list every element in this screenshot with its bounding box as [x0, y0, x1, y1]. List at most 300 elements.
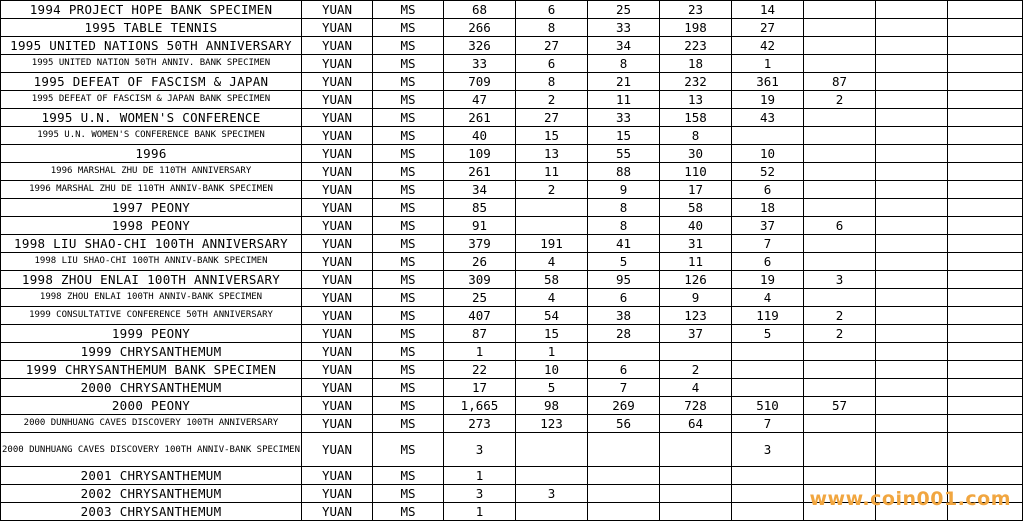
- cell-count[interactable]: 4: [660, 379, 732, 397]
- cell-count[interactable]: [876, 19, 948, 37]
- cell-count[interactable]: [948, 325, 1023, 343]
- cell-count[interactable]: [948, 415, 1023, 433]
- cell-count[interactable]: 64: [660, 415, 732, 433]
- cell-grade[interactable]: MS: [373, 289, 444, 307]
- cell-count[interactable]: 510: [732, 397, 804, 415]
- cell-count[interactable]: 37: [660, 325, 732, 343]
- cell-count[interactable]: 42: [732, 37, 804, 55]
- cell-grade[interactable]: MS: [373, 415, 444, 433]
- cell-currency[interactable]: YUAN: [302, 55, 373, 73]
- cell-count[interactable]: 361: [732, 73, 804, 91]
- cell-count[interactable]: 3: [444, 433, 516, 467]
- cell-count[interactable]: 5: [588, 253, 660, 271]
- cell-count[interactable]: [876, 361, 948, 379]
- cell-count[interactable]: 58: [516, 271, 588, 289]
- cell-count[interactable]: 54: [516, 307, 588, 325]
- cell-grade[interactable]: MS: [373, 361, 444, 379]
- cell-coin-name[interactable]: 2002 CHRYSANTHEMUM: [1, 485, 302, 503]
- cell-count[interactable]: [948, 397, 1023, 415]
- cell-count[interactable]: [732, 379, 804, 397]
- cell-count[interactable]: [804, 37, 876, 55]
- cell-count[interactable]: [948, 289, 1023, 307]
- cell-count[interactable]: 13: [660, 91, 732, 109]
- cell-count[interactable]: [876, 109, 948, 127]
- cell-count[interactable]: 19: [732, 271, 804, 289]
- cell-count[interactable]: 1: [516, 343, 588, 361]
- cell-count[interactable]: [516, 199, 588, 217]
- cell-count[interactable]: [804, 163, 876, 181]
- cell-currency[interactable]: YUAN: [302, 109, 373, 127]
- cell-grade[interactable]: MS: [373, 503, 444, 521]
- cell-currency[interactable]: YUAN: [302, 37, 373, 55]
- cell-count[interactable]: 6: [804, 217, 876, 235]
- cell-count[interactable]: [948, 217, 1023, 235]
- cell-coin-name[interactable]: 1996: [1, 145, 302, 163]
- cell-count[interactable]: [588, 467, 660, 485]
- cell-count[interactable]: [804, 181, 876, 199]
- cell-count[interactable]: 123: [660, 307, 732, 325]
- cell-count[interactable]: 158: [660, 109, 732, 127]
- cell-count[interactable]: [948, 19, 1023, 37]
- cell-coin-name[interactable]: 2003 CHRYSANTHEMUM: [1, 503, 302, 521]
- cell-count[interactable]: 15: [516, 127, 588, 145]
- cell-count[interactable]: 6: [588, 289, 660, 307]
- cell-count[interactable]: [732, 467, 804, 485]
- cell-count[interactable]: 47: [444, 91, 516, 109]
- cell-count[interactable]: [804, 253, 876, 271]
- cell-count[interactable]: 3: [516, 485, 588, 503]
- cell-count[interactable]: 43: [732, 109, 804, 127]
- cell-count[interactable]: 8: [660, 127, 732, 145]
- cell-count[interactable]: 5: [732, 325, 804, 343]
- cell-grade[interactable]: MS: [373, 127, 444, 145]
- cell-coin-name[interactable]: 1999 CONSULTATIVE CONFERENCE 50TH ANNIVERSARY: [1, 307, 302, 325]
- cell-count[interactable]: 85: [444, 199, 516, 217]
- cell-count[interactable]: [948, 271, 1023, 289]
- cell-count[interactable]: 10: [732, 145, 804, 163]
- cell-count[interactable]: [948, 127, 1023, 145]
- cell-grade[interactable]: MS: [373, 109, 444, 127]
- cell-count[interactable]: 8: [516, 19, 588, 37]
- cell-count[interactable]: 22: [444, 361, 516, 379]
- cell-count[interactable]: [876, 467, 948, 485]
- cell-count[interactable]: 11: [660, 253, 732, 271]
- cell-count[interactable]: 709: [444, 73, 516, 91]
- cell-count[interactable]: 8: [588, 217, 660, 235]
- cell-count[interactable]: 11: [516, 163, 588, 181]
- cell-count[interactable]: [948, 343, 1023, 361]
- cell-count[interactable]: 19: [732, 91, 804, 109]
- cell-count[interactable]: [876, 343, 948, 361]
- cell-coin-name[interactable]: 1995 DEFEAT OF FASCISM & JAPAN: [1, 73, 302, 91]
- cell-count[interactable]: 31: [660, 235, 732, 253]
- cell-count[interactable]: [804, 55, 876, 73]
- cell-count[interactable]: 18: [660, 55, 732, 73]
- cell-coin-name[interactable]: 1997 PEONY: [1, 199, 302, 217]
- cell-count[interactable]: 21: [588, 73, 660, 91]
- cell-coin-name[interactable]: 2000 PEONY: [1, 397, 302, 415]
- cell-count[interactable]: 7: [732, 235, 804, 253]
- cell-currency[interactable]: YUAN: [302, 235, 373, 253]
- cell-count[interactable]: 33: [444, 55, 516, 73]
- cell-count[interactable]: 95: [588, 271, 660, 289]
- cell-count[interactable]: [948, 379, 1023, 397]
- cell-count[interactable]: [516, 467, 588, 485]
- cell-count[interactable]: [876, 307, 948, 325]
- cell-count[interactable]: 26: [444, 253, 516, 271]
- cell-count[interactable]: [948, 467, 1023, 485]
- cell-count[interactable]: 191: [516, 235, 588, 253]
- cell-count[interactable]: 13: [516, 145, 588, 163]
- cell-count[interactable]: 14: [732, 1, 804, 19]
- cell-grade[interactable]: MS: [373, 181, 444, 199]
- cell-grade[interactable]: MS: [373, 307, 444, 325]
- cell-count[interactable]: 40: [660, 217, 732, 235]
- cell-count[interactable]: 1: [444, 467, 516, 485]
- cell-count[interactable]: 126: [660, 271, 732, 289]
- cell-currency[interactable]: YUAN: [302, 503, 373, 521]
- cell-count[interactable]: [516, 503, 588, 521]
- cell-count[interactable]: 3: [804, 271, 876, 289]
- cell-count[interactable]: 4: [516, 253, 588, 271]
- cell-grade[interactable]: MS: [373, 145, 444, 163]
- cell-count[interactable]: 10: [516, 361, 588, 379]
- cell-currency[interactable]: YUAN: [302, 91, 373, 109]
- cell-currency[interactable]: YUAN: [302, 199, 373, 217]
- cell-count[interactable]: [876, 325, 948, 343]
- cell-count[interactable]: 9: [588, 181, 660, 199]
- cell-count[interactable]: 407: [444, 307, 516, 325]
- cell-count[interactable]: 3: [732, 433, 804, 467]
- cell-count[interactable]: 25: [444, 289, 516, 307]
- cell-count[interactable]: 1: [444, 503, 516, 521]
- cell-currency[interactable]: YUAN: [302, 379, 373, 397]
- cell-count[interactable]: 7: [732, 415, 804, 433]
- cell-count[interactable]: 7: [588, 379, 660, 397]
- cell-count[interactable]: [876, 289, 948, 307]
- cell-grade[interactable]: MS: [373, 55, 444, 73]
- cell-count[interactable]: 15: [588, 127, 660, 145]
- cell-coin-name[interactable]: 1998 ZHOU ENLAI 100TH ANNIV-BANK SPECIMEN: [1, 289, 302, 307]
- cell-count[interactable]: [948, 163, 1023, 181]
- cell-grade[interactable]: MS: [373, 235, 444, 253]
- cell-count[interactable]: [804, 145, 876, 163]
- cell-grade[interactable]: MS: [373, 1, 444, 19]
- cell-count[interactable]: 123: [516, 415, 588, 433]
- cell-count[interactable]: 91: [444, 217, 516, 235]
- cell-count[interactable]: 40: [444, 127, 516, 145]
- cell-count[interactable]: 27: [732, 19, 804, 37]
- cell-coin-name[interactable]: 1996 MARSHAL ZHU DE 110TH ANNIV-BANK SPECIMEN: [1, 181, 302, 199]
- cell-count[interactable]: [876, 55, 948, 73]
- cell-coin-name[interactable]: 1999 PEONY: [1, 325, 302, 343]
- cell-count[interactable]: 37: [732, 217, 804, 235]
- cell-count[interactable]: 56: [588, 415, 660, 433]
- cell-currency[interactable]: YUAN: [302, 181, 373, 199]
- cell-count[interactable]: [876, 253, 948, 271]
- cell-grade[interactable]: MS: [373, 163, 444, 181]
- cell-count[interactable]: [948, 235, 1023, 253]
- cell-coin-name[interactable]: 1995 U.N. WOMEN'S CONFERENCE BANK SPECIMEN: [1, 127, 302, 145]
- cell-count[interactable]: [876, 127, 948, 145]
- cell-grade[interactable]: MS: [373, 253, 444, 271]
- cell-count[interactable]: 2: [516, 181, 588, 199]
- cell-count[interactable]: 4: [732, 289, 804, 307]
- cell-count[interactable]: [804, 289, 876, 307]
- cell-count[interactable]: [948, 253, 1023, 271]
- cell-currency[interactable]: YUAN: [302, 343, 373, 361]
- cell-coin-name[interactable]: 1995 TABLE TENNIS: [1, 19, 302, 37]
- cell-currency[interactable]: YUAN: [302, 361, 373, 379]
- cell-count[interactable]: [732, 343, 804, 361]
- cell-count[interactable]: 232: [660, 73, 732, 91]
- cell-currency[interactable]: YUAN: [302, 397, 373, 415]
- cell-coin-name[interactable]: 1995 UNITED NATION 50TH ANNIV. BANK SPECIMEN: [1, 55, 302, 73]
- cell-count[interactable]: [876, 91, 948, 109]
- cell-count[interactable]: 3: [444, 485, 516, 503]
- cell-grade[interactable]: MS: [373, 485, 444, 503]
- cell-currency[interactable]: YUAN: [302, 163, 373, 181]
- cell-count[interactable]: 269: [588, 397, 660, 415]
- cell-grade[interactable]: MS: [373, 217, 444, 235]
- cell-count[interactable]: 2: [516, 91, 588, 109]
- cell-count[interactable]: 273: [444, 415, 516, 433]
- cell-count[interactable]: [804, 343, 876, 361]
- cell-coin-name[interactable]: 1995 UNITED NATIONS 50TH ANNIVERSARY: [1, 37, 302, 55]
- cell-coin-name[interactable]: 2000 CHRYSANTHEMUM: [1, 379, 302, 397]
- cell-coin-name[interactable]: 2000 DUNHUANG CAVES DISCOVERY 100TH ANNIVERSARY: [1, 415, 302, 433]
- cell-grade[interactable]: MS: [373, 379, 444, 397]
- cell-count[interactable]: 6: [588, 361, 660, 379]
- cell-count[interactable]: 15: [516, 325, 588, 343]
- cell-count[interactable]: 6: [732, 181, 804, 199]
- cell-count[interactable]: [732, 361, 804, 379]
- cell-count[interactable]: [876, 37, 948, 55]
- cell-count[interactable]: [876, 379, 948, 397]
- cell-count[interactable]: [732, 485, 804, 503]
- cell-count[interactable]: [588, 343, 660, 361]
- cell-count[interactable]: [660, 467, 732, 485]
- cell-currency[interactable]: YUAN: [302, 73, 373, 91]
- cell-coin-name[interactable]: 1998 PEONY: [1, 217, 302, 235]
- cell-count[interactable]: [804, 235, 876, 253]
- cell-coin-name[interactable]: 1999 CHRYSANTHEMUM BANK SPECIMEN: [1, 361, 302, 379]
- cell-count[interactable]: 30: [660, 145, 732, 163]
- cell-coin-name[interactable]: 2001 CHRYSANTHEMUM: [1, 467, 302, 485]
- cell-coin-name[interactable]: 1995 U.N. WOMEN'S CONFERENCE: [1, 109, 302, 127]
- cell-count[interactable]: [876, 271, 948, 289]
- cell-count[interactable]: 57: [804, 397, 876, 415]
- cell-count[interactable]: 28: [588, 325, 660, 343]
- cell-count[interactable]: 58: [660, 199, 732, 217]
- cell-count[interactable]: 326: [444, 37, 516, 55]
- cell-currency[interactable]: YUAN: [302, 415, 373, 433]
- cell-count[interactable]: 119: [732, 307, 804, 325]
- cell-count[interactable]: [948, 91, 1023, 109]
- cell-count[interactable]: [876, 163, 948, 181]
- cell-count[interactable]: [804, 433, 876, 467]
- cell-count[interactable]: 1: [444, 343, 516, 361]
- cell-count[interactable]: [948, 37, 1023, 55]
- cell-count[interactable]: [516, 217, 588, 235]
- cell-grade[interactable]: MS: [373, 199, 444, 217]
- cell-count[interactable]: [876, 235, 948, 253]
- cell-count[interactable]: [804, 199, 876, 217]
- cell-count[interactable]: 1,665: [444, 397, 516, 415]
- cell-currency[interactable]: YUAN: [302, 19, 373, 37]
- cell-count[interactable]: 2: [660, 361, 732, 379]
- cell-count[interactable]: [804, 19, 876, 37]
- cell-count[interactable]: [876, 217, 948, 235]
- cell-grade[interactable]: MS: [373, 19, 444, 37]
- cell-count[interactable]: 223: [660, 37, 732, 55]
- cell-count[interactable]: 309: [444, 271, 516, 289]
- cell-count[interactable]: [876, 73, 948, 91]
- cell-currency[interactable]: YUAN: [302, 325, 373, 343]
- cell-count[interactable]: 87: [444, 325, 516, 343]
- cell-count[interactable]: 27: [516, 109, 588, 127]
- cell-count[interactable]: [804, 1, 876, 19]
- cell-count[interactable]: [948, 433, 1023, 467]
- cell-currency[interactable]: YUAN: [302, 467, 373, 485]
- cell-coin-name[interactable]: 1998 LIU SHAO-CHI 100TH ANNIVERSARY: [1, 235, 302, 253]
- cell-currency[interactable]: YUAN: [302, 253, 373, 271]
- cell-currency[interactable]: YUAN: [302, 145, 373, 163]
- cell-count[interactable]: 2: [804, 307, 876, 325]
- cell-count[interactable]: [948, 199, 1023, 217]
- cell-coin-name[interactable]: 1994 PROJECT HOPE BANK SPECIMEN: [1, 1, 302, 19]
- cell-grade[interactable]: MS: [373, 467, 444, 485]
- cell-count[interactable]: [948, 145, 1023, 163]
- cell-count[interactable]: [948, 109, 1023, 127]
- cell-count[interactable]: [588, 503, 660, 521]
- cell-count[interactable]: [804, 109, 876, 127]
- cell-count[interactable]: [660, 343, 732, 361]
- cell-coin-name[interactable]: 1996 MARSHAL ZHU DE 110TH ANNIVERSARY: [1, 163, 302, 181]
- cell-currency[interactable]: YUAN: [302, 433, 373, 467]
- cell-count[interactable]: [732, 127, 804, 145]
- cell-count[interactable]: 33: [588, 109, 660, 127]
- cell-count[interactable]: [804, 415, 876, 433]
- cell-count[interactable]: 5: [516, 379, 588, 397]
- cell-count[interactable]: 8: [588, 55, 660, 73]
- cell-count[interactable]: [804, 467, 876, 485]
- cell-count[interactable]: [876, 415, 948, 433]
- cell-count[interactable]: 8: [588, 199, 660, 217]
- cell-currency[interactable]: YUAN: [302, 485, 373, 503]
- cell-count[interactable]: 33: [588, 19, 660, 37]
- cell-count[interactable]: 52: [732, 163, 804, 181]
- cell-count[interactable]: 34: [588, 37, 660, 55]
- cell-count[interactable]: 266: [444, 19, 516, 37]
- cell-count[interactable]: 6: [516, 55, 588, 73]
- cell-count[interactable]: [660, 503, 732, 521]
- cell-currency[interactable]: YUAN: [302, 127, 373, 145]
- cell-count[interactable]: [804, 379, 876, 397]
- cell-count[interactable]: [588, 433, 660, 467]
- cell-count[interactable]: [660, 433, 732, 467]
- cell-grade[interactable]: MS: [373, 325, 444, 343]
- cell-count[interactable]: 261: [444, 109, 516, 127]
- cell-count[interactable]: [948, 73, 1023, 91]
- cell-coin-name[interactable]: 1999 CHRYSANTHEMUM: [1, 343, 302, 361]
- cell-count[interactable]: [948, 181, 1023, 199]
- cell-count[interactable]: 198: [660, 19, 732, 37]
- cell-count[interactable]: 68: [444, 1, 516, 19]
- cell-grade[interactable]: MS: [373, 37, 444, 55]
- cell-count[interactable]: 2: [804, 91, 876, 109]
- cell-count[interactable]: 88: [588, 163, 660, 181]
- cell-count[interactable]: 728: [660, 397, 732, 415]
- cell-currency[interactable]: YUAN: [302, 271, 373, 289]
- cell-currency[interactable]: YUAN: [302, 1, 373, 19]
- cell-count[interactable]: [948, 307, 1023, 325]
- cell-grade[interactable]: MS: [373, 73, 444, 91]
- cell-count[interactable]: [876, 433, 948, 467]
- cell-count[interactable]: 17: [444, 379, 516, 397]
- cell-count[interactable]: 4: [516, 289, 588, 307]
- cell-count[interactable]: 17: [660, 181, 732, 199]
- cell-coin-name[interactable]: 1998 ZHOU ENLAI 100TH ANNIVERSARY: [1, 271, 302, 289]
- cell-currency[interactable]: YUAN: [302, 307, 373, 325]
- cell-grade[interactable]: MS: [373, 271, 444, 289]
- cell-count[interactable]: 55: [588, 145, 660, 163]
- cell-count[interactable]: 41: [588, 235, 660, 253]
- cell-count[interactable]: [732, 503, 804, 521]
- cell-count[interactable]: 98: [516, 397, 588, 415]
- cell-count[interactable]: 87: [804, 73, 876, 91]
- cell-count[interactable]: [804, 127, 876, 145]
- cell-count[interactable]: [660, 485, 732, 503]
- cell-count[interactable]: 1: [732, 55, 804, 73]
- cell-count[interactable]: [876, 181, 948, 199]
- cell-count[interactable]: 8: [516, 73, 588, 91]
- cell-count[interactable]: 6: [516, 1, 588, 19]
- cell-count[interactable]: [948, 361, 1023, 379]
- cell-count[interactable]: 9: [660, 289, 732, 307]
- cell-count[interactable]: [948, 1, 1023, 19]
- cell-count[interactable]: 25: [588, 1, 660, 19]
- cell-count[interactable]: 34: [444, 181, 516, 199]
- cell-count[interactable]: 109: [444, 145, 516, 163]
- cell-count[interactable]: 11: [588, 91, 660, 109]
- cell-count[interactable]: 110: [660, 163, 732, 181]
- cell-count[interactable]: 379: [444, 235, 516, 253]
- cell-grade[interactable]: MS: [373, 433, 444, 467]
- cell-grade[interactable]: MS: [373, 343, 444, 361]
- cell-count[interactable]: 18: [732, 199, 804, 217]
- cell-count[interactable]: [948, 55, 1023, 73]
- cell-grade[interactable]: MS: [373, 91, 444, 109]
- cell-currency[interactable]: YUAN: [302, 217, 373, 235]
- cell-count[interactable]: [876, 397, 948, 415]
- cell-count[interactable]: 261: [444, 163, 516, 181]
- cell-count[interactable]: [876, 199, 948, 217]
- cell-count[interactable]: 27: [516, 37, 588, 55]
- cell-count[interactable]: 38: [588, 307, 660, 325]
- cell-count[interactable]: [876, 1, 948, 19]
- cell-count[interactable]: 6: [732, 253, 804, 271]
- cell-count[interactable]: 2: [804, 325, 876, 343]
- cell-count[interactable]: [876, 145, 948, 163]
- cell-currency[interactable]: YUAN: [302, 289, 373, 307]
- cell-coin-name[interactable]: 1995 DEFEAT OF FASCISM & JAPAN BANK SPECIMEN: [1, 91, 302, 109]
- cell-grade[interactable]: MS: [373, 397, 444, 415]
- cell-count[interactable]: [516, 433, 588, 467]
- cell-coin-name[interactable]: 1998 LIU SHAO-CHI 100TH ANNIV-BANK SPECIMEN: [1, 253, 302, 271]
- cell-count[interactable]: 23: [660, 1, 732, 19]
- cell-count[interactable]: [804, 361, 876, 379]
